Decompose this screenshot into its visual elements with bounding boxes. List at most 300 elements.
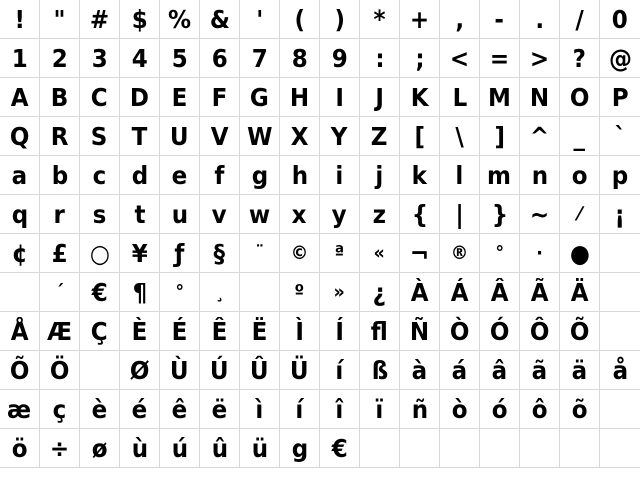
glyph-cell: [240, 429, 280, 468]
glyph-cell: [0, 273, 40, 312]
glyph: C: [91, 82, 108, 112]
glyph-cell: [0, 39, 40, 78]
glyph: t: [133, 199, 145, 229]
glyph-cell: [80, 390, 120, 429]
glyph: è: [91, 394, 108, 424]
glyph: í: [295, 394, 304, 424]
glyph-cell: [400, 390, 440, 429]
glyph: A: [10, 82, 29, 112]
glyph-cell: [600, 312, 640, 351]
glyph-cell: [600, 351, 640, 390]
glyph-cell: [40, 234, 80, 273]
glyph: ,: [455, 4, 464, 34]
glyph: Ó: [489, 316, 510, 346]
glyph: $: [131, 4, 148, 34]
glyph-cell: [360, 78, 400, 117]
glyph-cell: [280, 78, 320, 117]
glyph: ì: [255, 394, 264, 424]
glyph: V: [210, 121, 229, 151]
glyph-cell: [280, 273, 320, 312]
glyph: #: [89, 4, 110, 34]
glyph-cell: [280, 117, 320, 156]
glyph-cell: [320, 312, 360, 351]
glyph: n: [531, 160, 548, 190]
glyph: õ: [571, 394, 588, 424]
glyph: w: [248, 199, 271, 229]
glyph: 7: [251, 43, 268, 73]
glyph-cell: [160, 0, 200, 39]
glyph: ü: [251, 433, 268, 463]
glyph-cell: [440, 39, 480, 78]
glyph: à: [411, 355, 428, 385]
glyph: T: [131, 121, 148, 151]
glyph-cell: [400, 195, 440, 234]
glyph: ^: [529, 121, 550, 151]
glyph: ○: [89, 238, 110, 268]
glyph-cell: [320, 78, 360, 117]
glyph-cell: [160, 234, 200, 273]
glyph: Ë: [251, 316, 268, 346]
glyph: Ù: [170, 355, 189, 385]
glyph: `: [614, 121, 626, 151]
glyph-cell: [280, 351, 320, 390]
glyph-cell: [120, 39, 160, 78]
glyph: ó: [491, 394, 508, 424]
glyph-cell: [320, 0, 360, 39]
glyph-cell: [280, 234, 320, 273]
glyph-cell: [200, 195, 240, 234]
glyph: B: [50, 82, 69, 112]
glyph: Y: [331, 121, 348, 151]
glyph-cell: [200, 312, 240, 351]
glyph-cell: [400, 117, 440, 156]
glyph-cell: [360, 273, 400, 312]
glyph-cell: [160, 78, 200, 117]
glyph: Ø: [129, 355, 150, 385]
glyph-cell: [80, 117, 120, 156]
glyph: 3: [91, 43, 108, 73]
glyph: Ô: [529, 316, 550, 346]
glyph-cell: [240, 390, 280, 429]
glyph-cell: [160, 117, 200, 156]
glyph-cell: [80, 195, 120, 234]
glyph: Õ: [569, 316, 590, 346]
glyph: ú: [171, 433, 188, 463]
glyph: ": [53, 4, 66, 34]
glyph-cell: [0, 117, 40, 156]
glyph-cell: [600, 195, 640, 234]
glyph-cell: [560, 273, 600, 312]
glyph: À: [410, 277, 429, 307]
glyph-cell: [440, 273, 480, 312]
glyph: «: [373, 241, 386, 264]
glyph-cell: [280, 156, 320, 195]
glyph-cell: [520, 390, 560, 429]
glyph-cell: [440, 195, 480, 234]
glyph: -: [494, 4, 505, 34]
glyph-cell: [80, 351, 120, 390]
glyph-cell: [160, 429, 200, 468]
glyph-cell: [80, 429, 120, 468]
glyph: ä: [571, 355, 588, 385]
glyph: R: [50, 121, 69, 151]
glyph-cell: [600, 234, 640, 273]
glyph: g: [291, 433, 308, 463]
glyph-cell: [480, 117, 520, 156]
glyph: ƒ: [174, 238, 185, 268]
glyph-cell: [280, 429, 320, 468]
glyph: L: [452, 82, 467, 112]
glyph-cell: [520, 78, 560, 117]
glyph-cell: [40, 312, 80, 351]
glyph: Ñ: [409, 316, 430, 346]
glyph: a: [11, 160, 28, 190]
glyph: Ç: [91, 316, 108, 346]
glyph: +: [409, 4, 430, 34]
glyph: ¬: [409, 238, 430, 268]
glyph-cell: [0, 0, 40, 39]
glyph: U: [170, 121, 189, 151]
glyph: ê: [171, 394, 188, 424]
glyph-cell: [360, 39, 400, 78]
glyph-cell: [200, 156, 240, 195]
glyph: E: [171, 82, 188, 112]
glyph: .: [535, 4, 544, 34]
glyph: 9: [331, 43, 348, 73]
glyph: d: [131, 160, 148, 190]
glyph-cell: [520, 429, 560, 468]
glyph: Ò: [449, 316, 470, 346]
glyph-cell: [120, 0, 160, 39]
glyph: Z: [371, 121, 388, 151]
glyph: f: [214, 160, 225, 190]
glyph-cell: [440, 156, 480, 195]
glyph: j: [375, 160, 384, 190]
glyph: i: [335, 160, 344, 190]
glyph: Á: [450, 277, 469, 307]
glyph-cell: [200, 273, 240, 312]
glyph-cell: [240, 117, 280, 156]
glyph-cell: [320, 39, 360, 78]
glyph: >: [529, 43, 550, 73]
glyph-cell: [520, 117, 560, 156]
glyph-cell: [200, 429, 240, 468]
glyph-cell: [120, 312, 160, 351]
glyph-cell: [200, 234, 240, 273]
glyph-cell: [480, 273, 520, 312]
glyph: ô: [531, 394, 548, 424]
glyph-cell: [240, 273, 280, 312]
glyph: c: [92, 160, 107, 190]
glyph: ﬂ: [370, 316, 389, 346]
glyph: Û: [250, 355, 269, 385]
glyph-cell: [200, 117, 240, 156]
glyph: 6: [211, 43, 228, 73]
glyph-cell: [240, 234, 280, 273]
glyph: å: [612, 355, 628, 385]
glyph-cell: [400, 39, 440, 78]
glyph: ?: [572, 43, 587, 73]
glyph-cell: [320, 117, 360, 156]
glyph-cell: [40, 195, 80, 234]
glyph: @: [608, 43, 632, 73]
glyph-cell: [560, 351, 600, 390]
glyph-cell: [240, 351, 280, 390]
glyph: ●: [569, 238, 590, 268]
glyph: q: [11, 199, 28, 229]
glyph: £: [51, 238, 68, 268]
glyph: ': [255, 4, 264, 34]
glyph: €: [91, 277, 108, 307]
glyph-cell: [600, 429, 640, 468]
glyph-cell: [120, 234, 160, 273]
glyph-cell: [400, 273, 440, 312]
glyph-cell: [360, 117, 400, 156]
glyph-cell: [400, 78, 440, 117]
glyph-cell: [80, 0, 120, 39]
glyph-cell: [40, 351, 80, 390]
glyph-cell: [120, 195, 160, 234]
glyph-cell: [560, 390, 600, 429]
glyph-cell: [0, 390, 40, 429]
glyph-cell: [560, 156, 600, 195]
glyph-cell: [40, 429, 80, 468]
glyph-cell: [440, 390, 480, 429]
glyph-cell: [0, 429, 40, 468]
glyph: <: [449, 43, 470, 73]
glyph: ò: [451, 394, 468, 424]
glyph: k: [411, 160, 428, 190]
glyph: ®: [450, 241, 469, 264]
glyph-cell: [200, 351, 240, 390]
glyph: ø: [91, 433, 108, 463]
glyph-cell: [360, 234, 400, 273]
glyph-cell: [480, 234, 520, 273]
glyph: H: [289, 82, 310, 112]
glyph: ñ: [411, 394, 428, 424]
glyph-cell: [400, 156, 440, 195]
glyph-cell: [600, 0, 640, 39]
glyph-cell: [240, 0, 280, 39]
glyph-cell: [520, 156, 560, 195]
glyph-cell: [440, 234, 480, 273]
glyph-cell: [440, 117, 480, 156]
glyph: ¥: [131, 238, 148, 268]
glyph-cell: [560, 195, 600, 234]
glyph-cell: [40, 0, 80, 39]
glyph-cell: [560, 117, 600, 156]
glyph-cell: [520, 273, 560, 312]
glyph-cell: [240, 78, 280, 117]
glyph-cell: [440, 429, 480, 468]
glyph: *: [373, 4, 386, 34]
glyph: î: [335, 394, 344, 424]
glyph: Í: [335, 316, 344, 346]
glyph: ´: [55, 280, 64, 303]
glyph: %: [167, 4, 192, 34]
glyph-cell: [560, 0, 600, 39]
glyph: _: [573, 121, 586, 151]
glyph: ç: [52, 394, 67, 424]
glyph: Æ: [47, 316, 72, 346]
glyph-cell: [600, 117, 640, 156]
glyph: á: [451, 355, 468, 385]
glyph: K: [410, 82, 429, 112]
glyph-cell: [360, 156, 400, 195]
glyph-cell: [600, 39, 640, 78]
glyph: }: [491, 199, 508, 229]
glyph: ¸: [215, 280, 224, 303]
glyph: [: [414, 121, 425, 151]
glyph: Ä: [570, 277, 589, 307]
glyph: O: [569, 82, 590, 112]
glyph: É: [171, 316, 188, 346]
glyph: ß: [371, 355, 388, 385]
glyph-cell: [120, 429, 160, 468]
glyph: o: [571, 160, 588, 190]
glyph: s: [92, 199, 107, 229]
glyph: ã: [531, 355, 548, 385]
glyph: N: [529, 82, 550, 112]
glyph: P: [611, 82, 629, 112]
glyph: r: [53, 199, 66, 229]
glyph-cell: [520, 195, 560, 234]
glyph: Õ: [9, 355, 30, 385]
glyph-cell: [480, 78, 520, 117]
glyph-cell: [200, 78, 240, 117]
glyph: Ü: [290, 355, 309, 385]
glyph-cell: [360, 390, 400, 429]
glyph: ·: [536, 241, 543, 264]
glyph: |: [455, 199, 464, 229]
glyph-cell: [0, 234, 40, 273]
glyph-cell: [400, 351, 440, 390]
glyph: J: [375, 82, 384, 112]
glyph: Å: [10, 316, 29, 346]
glyph-cell: [440, 0, 480, 39]
glyph: Ú: [210, 355, 229, 385]
glyph-cell: [440, 351, 480, 390]
glyph: g: [251, 160, 268, 190]
glyph-cell: [240, 156, 280, 195]
glyph-cell: [40, 390, 80, 429]
glyph: û: [211, 433, 228, 463]
glyph: 0: [611, 4, 629, 34]
glyph: 4: [131, 43, 148, 73]
glyph-cell: [480, 390, 520, 429]
glyph-cell: [320, 351, 360, 390]
glyph: \: [455, 121, 464, 151]
glyph-cell: [80, 273, 120, 312]
glyph-cell: [160, 156, 200, 195]
glyph: :: [374, 43, 385, 73]
glyph: ¿: [372, 277, 387, 307]
glyph-cell: [40, 273, 80, 312]
glyph: y: [331, 199, 347, 229]
glyph: ~: [529, 199, 550, 229]
glyph-cell: [480, 0, 520, 39]
glyph-cell: [600, 78, 640, 117]
glyph-cell: [520, 351, 560, 390]
glyph-cell: [320, 234, 360, 273]
glyph-cell: [280, 0, 320, 39]
glyph-cell: [120, 117, 160, 156]
glyph-cell: [280, 195, 320, 234]
glyph: ¢: [11, 238, 28, 268]
glyph-cell: [80, 78, 120, 117]
glyph-cell: [120, 78, 160, 117]
glyph: l: [455, 160, 464, 190]
glyph-cell: [480, 39, 520, 78]
glyph: 1: [11, 43, 28, 73]
glyph: Ê: [211, 316, 228, 346]
glyph: Â: [490, 277, 509, 307]
glyph-cell: [360, 195, 400, 234]
glyph-cell: [400, 234, 440, 273]
glyph: 2: [51, 43, 68, 73]
glyph-cell: [600, 390, 640, 429]
glyph: p: [611, 160, 629, 190]
glyph: é: [131, 394, 148, 424]
glyph: ¨: [255, 241, 264, 264]
glyph: È: [131, 316, 148, 346]
glyph: X: [290, 121, 309, 151]
glyph-cell: [320, 429, 360, 468]
glyph-cell: [360, 351, 400, 390]
glyph-cell: [160, 39, 200, 78]
glyph-cell: [560, 78, 600, 117]
glyph: e: [171, 160, 188, 190]
glyph-cell: [160, 351, 200, 390]
glyph-cell: [320, 156, 360, 195]
glyph: &: [209, 4, 230, 34]
glyph: u: [171, 199, 188, 229]
glyph-cell: [600, 156, 640, 195]
glyph-cell: [160, 195, 200, 234]
glyph: ÷: [49, 433, 70, 463]
glyph: =: [489, 43, 510, 73]
glyph-cell: [320, 273, 360, 312]
glyph: í: [335, 355, 344, 385]
glyph: (: [294, 4, 305, 34]
glyph: Q: [9, 121, 30, 151]
glyph-cell: [120, 273, 160, 312]
glyph-cell: [0, 78, 40, 117]
glyph-cell: [480, 351, 520, 390]
glyph: ö: [11, 433, 28, 463]
glyph-cell: [480, 195, 520, 234]
glyph-cell: [120, 156, 160, 195]
glyph-cell: [320, 195, 360, 234]
glyph: ©: [290, 241, 309, 264]
glyph-cell: [520, 0, 560, 39]
glyph-cell: [240, 195, 280, 234]
glyph-cell: [480, 429, 520, 468]
glyph-cell: [80, 234, 120, 273]
glyph-cell: [80, 312, 120, 351]
glyph-cell: [440, 78, 480, 117]
glyph: ⁄: [578, 202, 581, 225]
glyph-cell: [320, 390, 360, 429]
glyph-cell: [160, 273, 200, 312]
glyph-cell: [200, 0, 240, 39]
glyph: h: [291, 160, 308, 190]
glyph: ;: [414, 43, 425, 73]
glyph: æ: [7, 394, 32, 424]
glyph: â: [491, 355, 508, 385]
glyph: ª: [334, 241, 345, 264]
glyph-cell: [40, 156, 80, 195]
